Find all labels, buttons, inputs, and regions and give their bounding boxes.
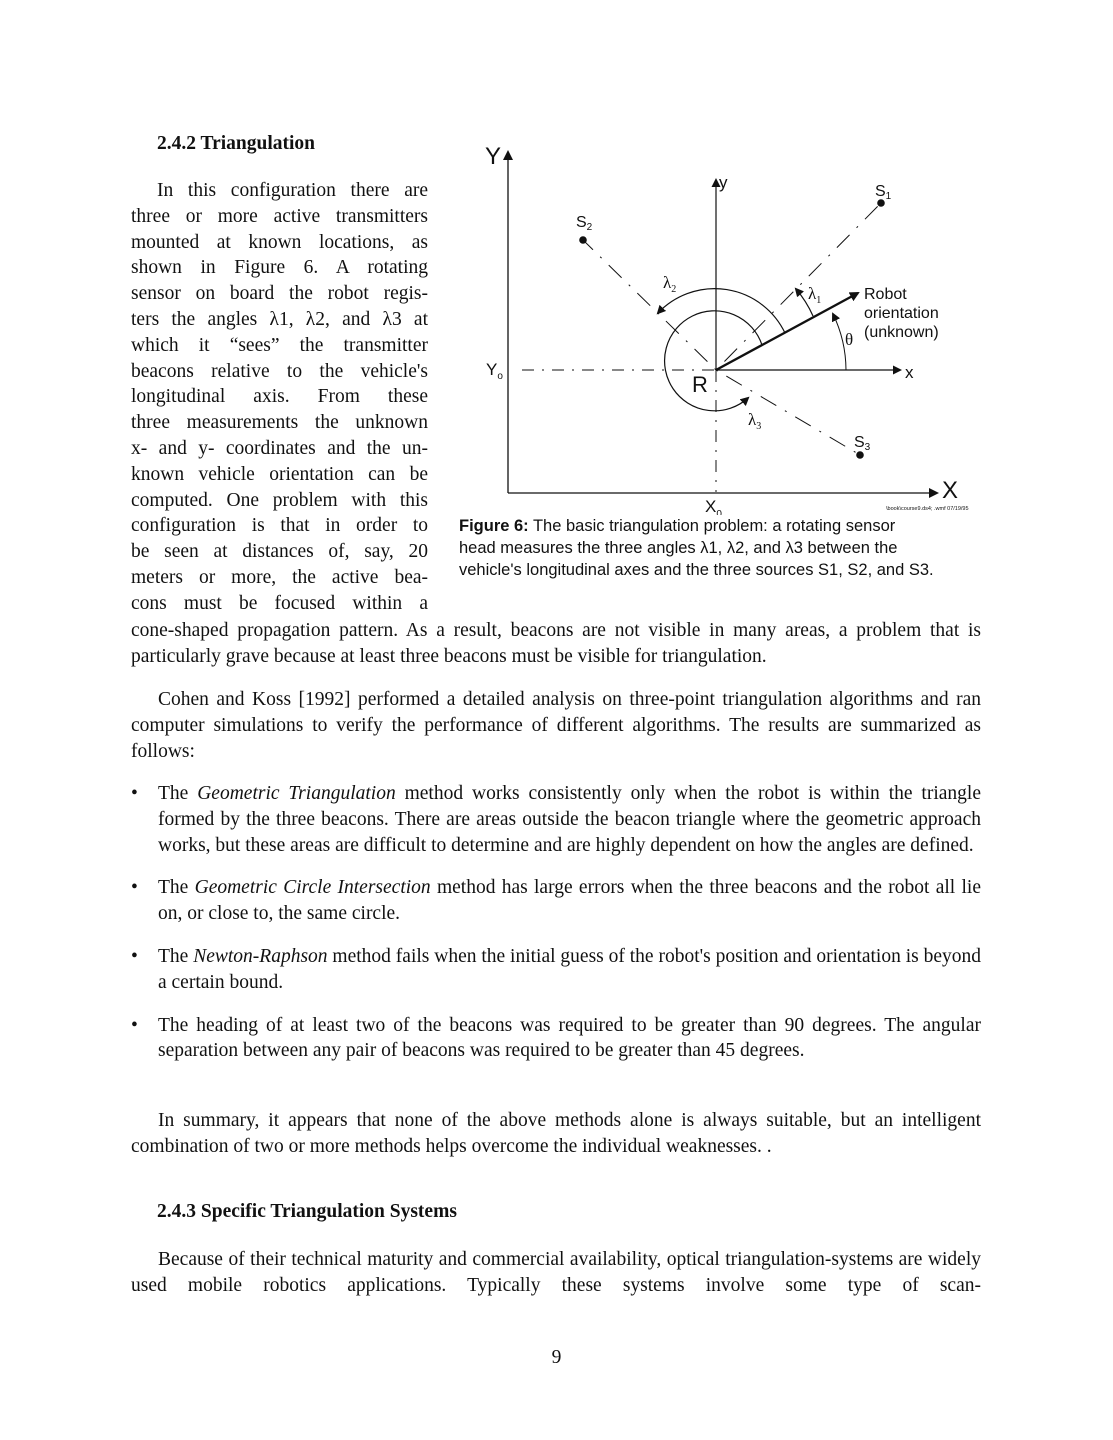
S2-label: S2 <box>576 214 593 233</box>
lambda2-label: $\lambda_2$ <box>663 273 677 295</box>
Y0-label: $Y_o$ <box>486 360 503 382</box>
caption-label: Figure 6: <box>459 517 529 535</box>
intro-continuation: cone-shaped propagation pattern. As a result, beacons are not visible in many areas, a problem that is particularly grave because at least three beacons must be visible for triangulation. <box>131 620 981 667</box>
figure-6 <box>455 140 995 515</box>
lambda3-arc <box>665 311 762 411</box>
theta-label: θ <box>845 330 854 349</box>
list-item: • The heading of at least two of the beacons was required to be greater than 90 degrees. The angular separation between any pair of beacons was required to be greater than 45 degrees. <box>131 1014 981 1062</box>
beacon-line-S3 <box>716 370 860 455</box>
intro-line: cons must be focused within a <box>131 592 428 614</box>
results-list <box>131 781 981 1081</box>
method-name: Geometric Circle Intersection <box>194 877 431 899</box>
intro-line: ters the angles λ1, λ2, and λ3 at <box>131 308 428 330</box>
bullet-icon: • <box>131 945 138 967</box>
Y-axis-label: Y <box>485 143 502 170</box>
file-stamp: \book\course9.ds4; .wmf 07/19/95 <box>886 506 969 512</box>
X-axis-label: X <box>942 477 959 504</box>
list-item: • The Geometric Triangulation method works consistently only when the robot is within the triangle formed by the three beacons. There are areas outside the beacon triangle where the geometric approach works, but these areas are difficult to determine and are highly dependent on how the angles are defined. <box>131 783 981 856</box>
lambda1-label: $\lambda_1$ <box>808 284 822 306</box>
method-name: Geometric Triangulation <box>197 783 396 804</box>
list-item: • The Geometric Circle Intersection method has large errors when the three beacons and the robot all lie on, or close to, the same circle. <box>131 877 981 925</box>
beacon-line-S2 <box>583 240 716 370</box>
caption-line: head measures the three angles λ1, λ2, and λ3 between the <box>459 538 898 557</box>
lambda3-label: $\lambda_3$ <box>748 410 762 432</box>
page-number: 9 <box>551 1347 562 1368</box>
section-heading-2-4-2: 2.4.2 Triangulation <box>157 133 316 154</box>
local-x-label: x <box>905 363 914 382</box>
summary-paragraph: In summary, it appears that none of the above methods alone is always suitable, but an intelligent combination of two or more methods helps overcome the individual weaknesses. . <box>131 1110 981 1157</box>
intro-line: mounted at known locations, as <box>131 231 428 253</box>
beacon-S2 <box>579 236 587 244</box>
intro-paragraph-lines <box>131 178 428 617</box>
intro-line: In this configuration there are <box>157 180 428 201</box>
bullet-icon: • <box>131 877 138 899</box>
beacon-S3 <box>856 451 864 459</box>
robot-orientation-label: Robot orientation (unknown) <box>864 286 939 341</box>
intro-line: shown in Figure 6. A rotating <box>131 257 428 279</box>
intro-line: three or more active transmitters <box>131 205 428 227</box>
triangulation-diagram <box>455 140 995 515</box>
paragraph-cohen-koss: Cohen and Koss [1992] performed a detailed analysis on three-point triangulation algorithms and ran computer simulations to verify the performance of different algorithms. The results are summarized as follows: <box>131 689 981 762</box>
intro-line: configuration is that in order to <box>131 515 428 537</box>
list-item: • The Newton-Raphson method fails when the initial guess of the robot's position and orientation is beyond a certain bound. <box>131 945 981 993</box>
figure-caption <box>459 516 989 581</box>
intro-line: three measurements the unknown <box>131 412 428 434</box>
S1-label: S1 <box>875 183 892 202</box>
systems-paragraph: Because of their technical maturity and commercial availability, optical triangulation-systems are widely used mobile robotics applications. Typically these systems involve some type of scan- <box>131 1249 981 1296</box>
intro-line: x- and y- coordinates and the un- <box>131 437 428 459</box>
bullet-icon: • <box>131 1014 138 1036</box>
intro-line: beacons relative to the vehicle's <box>131 360 428 382</box>
intro-line: known vehicle orientation can be <box>131 463 428 485</box>
intro-line: be seen at distances of, say, 20 <box>131 541 428 563</box>
caption-line: vehicle's longitudinal axes and the three sources S1, S2, and S3. <box>459 560 934 579</box>
X0-label: $X_0$ <box>705 497 722 515</box>
local-y-label: y <box>719 173 728 192</box>
intro-line: meters or more, the active bea- <box>131 566 428 588</box>
caption-line: The basic triangulation problem: a rotating sensor <box>528 517 896 535</box>
robot-orientation-arrow <box>716 293 858 370</box>
beacon-S1 <box>877 199 885 207</box>
intro-line: sensor on board the robot regis- <box>131 283 428 305</box>
S3-label: S3 <box>854 434 871 453</box>
bullet-icon: • <box>131 783 138 804</box>
section-heading-2-4-3: 2.4.3 Specific Triangulation Systems <box>157 1201 457 1222</box>
robot-R-label: R <box>692 372 708 397</box>
intro-line: computed. One problem with this <box>131 489 428 511</box>
intro-line: which it “sees” the transmitter <box>131 334 428 356</box>
beacon-line-S1 <box>716 203 881 370</box>
method-name: Newton-Raphson <box>193 945 328 967</box>
intro-line: longitudinal axis. From these <box>131 386 428 408</box>
